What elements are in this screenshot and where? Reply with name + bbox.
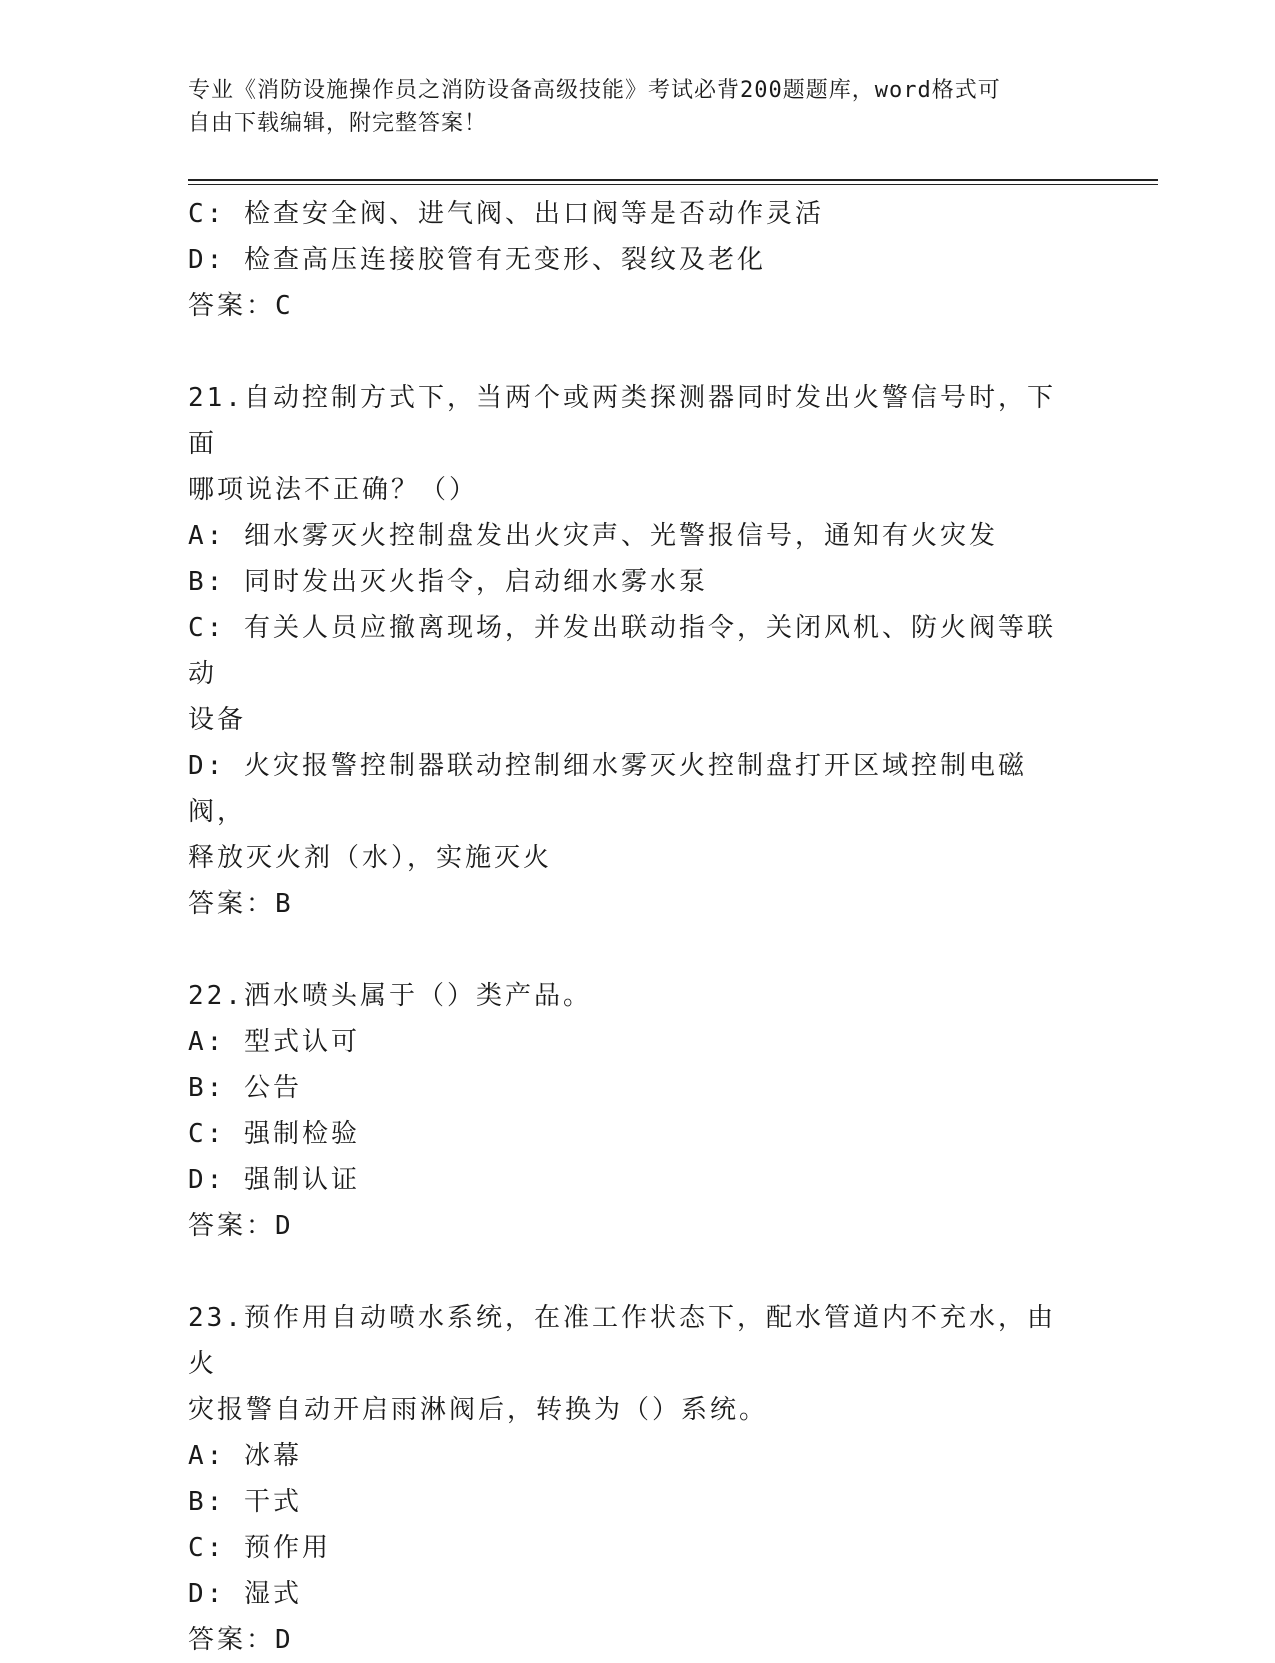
option-b: B: 公告 [188, 1073, 302, 1103]
option-d: D: 湿式 [188, 1579, 302, 1609]
document-header [188, 74, 1068, 140]
question-block-22 [188, 973, 1088, 1249]
option-d: D: 强制认证 [188, 1165, 360, 1195]
answer: 答案：B [188, 889, 294, 919]
option-c: C: 检查安全阀、进气阀、出口阀等是否动作灵活 [188, 199, 824, 229]
option-b: B: 同时发出灭火指令，启动细水雾水泵 [188, 567, 708, 597]
question-stem: 21.自动控制方式下，当两个或两类探测器同时发出火警信号时，下面 [188, 383, 1056, 459]
answer: 答案：C [188, 291, 294, 321]
question-block-23 [188, 1295, 1088, 1663]
option-d: D: 检查高压连接胶管有无变形、裂纹及老化 [188, 245, 766, 275]
option-d-cont: 释放灭火剂（水），实施灭火 [188, 843, 553, 873]
option-d: D: 火灾报警控制器联动控制细水雾灭火控制盘打开区域控制电磁阀， [188, 751, 1027, 827]
question-stem: 23.预作用自动喷水系统，在准工作状态下，配水管道内不充水，由火 [188, 1303, 1056, 1379]
header-line-2: 自由下载编辑，附完整答案！ [188, 111, 488, 136]
question-block-20 [188, 191, 1088, 329]
option-a: A: 型式认可 [188, 1027, 360, 1057]
option-b: B: 干式 [188, 1487, 302, 1517]
answer: 答案：D [188, 1211, 294, 1241]
spacer [188, 927, 1088, 973]
option-c: C: 有关人员应撤离现场，并发出联动指令，关闭风机、防火阀等联动 [188, 613, 1056, 689]
option-c: C: 预作用 [188, 1533, 331, 1563]
option-a: A: 细水雾灭火控制盘发出火灾声、光警报信号，通知有火灾发 [188, 521, 998, 551]
option-a: A: 冰幕 [188, 1441, 302, 1471]
header-rule-thick [188, 179, 1158, 181]
header-line-1: 专业《消防设施操作员之消防设备高级技能》考试必背200题题库，word格式可 [188, 78, 1001, 103]
option-c: C: 强制检验 [188, 1119, 360, 1149]
option-c-cont: 设备 [188, 705, 247, 735]
header-rule-thin [188, 184, 1158, 185]
question-stem-cont: 哪项说法不正确？（） [188, 475, 479, 505]
answer: 答案：D [188, 1625, 294, 1655]
question-stem: 22.洒水喷头属于（）类产品。 [188, 981, 592, 1011]
question-block-21 [188, 375, 1088, 927]
question-stem-cont: 灾报警自动开启雨淋阀后，转换为（）系统。 [188, 1395, 769, 1425]
spacer [188, 329, 1088, 375]
question-content [188, 191, 1088, 1663]
spacer [188, 1249, 1088, 1295]
